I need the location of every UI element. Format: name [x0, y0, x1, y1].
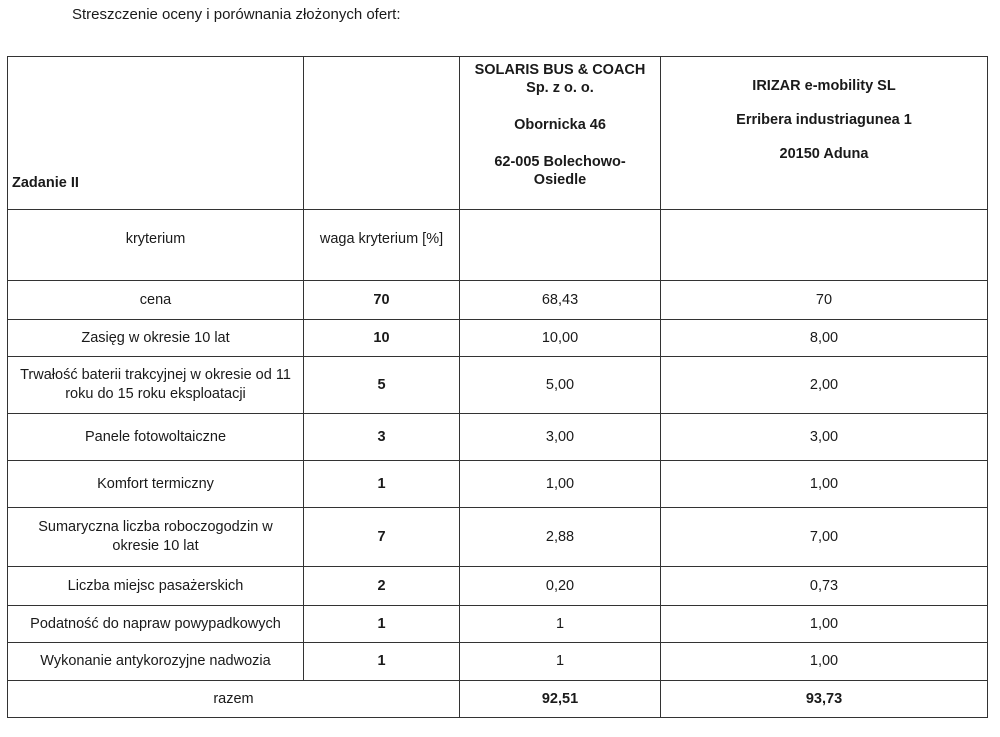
table-row [8, 643, 988, 681]
criterion-cell: Trwałość baterii trakcyjnej w okresie od 11 roku do 15 roku eksploatacji [8, 357, 304, 414]
vendor-irizar-header [661, 57, 988, 210]
task-label: Zadanie II [8, 57, 304, 210]
vendor-solaris-header [460, 57, 661, 210]
table-row [8, 414, 988, 461]
empty-header-cell [460, 210, 661, 281]
criterion-cell: cena [8, 281, 304, 320]
table-row [8, 461, 988, 508]
criterion-column-header: kryterium [8, 210, 304, 281]
table-row [8, 508, 988, 567]
table-row [8, 606, 988, 643]
irizar-score-cell: 70 [661, 281, 988, 320]
offers-comparison-table [7, 56, 988, 718]
irizar-score-cell: 2,00 [661, 357, 988, 414]
solaris-score-cell: 68,43 [460, 281, 661, 320]
weight-cell: 3 [304, 414, 460, 461]
weight-cell: 10 [304, 320, 460, 357]
vendor-solaris-city-line2: Osiedle [533, 172, 587, 188]
solaris-score-cell: 1,00 [460, 461, 661, 508]
page-heading: Streszczenie oceny i porównania złożonych ofert: [72, 6, 401, 23]
criterion-cell: Liczba miejsc pasażerskich [8, 567, 304, 606]
vendor-header-row [8, 57, 988, 210]
irizar-total: 93,73 [661, 681, 988, 718]
irizar-score-cell: 1,00 [661, 643, 988, 681]
table-row [8, 567, 988, 606]
solaris-score-cell: 5,00 [460, 357, 661, 414]
criterion-cell: Zasięg w okresie 10 lat [8, 320, 304, 357]
total-row [8, 681, 988, 718]
column-header-row [8, 210, 988, 281]
vendor-irizar-name: IRIZAR e-mobility SL [752, 78, 896, 94]
criterion-cell: Wykonanie antykorozyjne nadwozia [8, 643, 304, 681]
criterion-cell: Podatność do napraw powypadkowych [8, 606, 304, 643]
vendor-solaris-street: Obornicka 46 [514, 117, 606, 133]
irizar-score-cell: 1,00 [661, 606, 988, 643]
solaris-score-cell: 1 [460, 643, 661, 681]
irizar-score-cell: 8,00 [661, 320, 988, 357]
solaris-total: 92,51 [460, 681, 661, 718]
vendor-solaris-city-line1: 62-005 Bolechowo- [494, 154, 626, 170]
weight-cell: 2 [304, 567, 460, 606]
weight-column-header: waga kryterium [%] [304, 210, 460, 281]
vendor-irizar-street: Erribera industriagunea 1 [736, 112, 912, 128]
irizar-score-cell: 7,00 [661, 508, 988, 567]
criterion-cell: Komfort termiczny [8, 461, 304, 508]
weight-cell: 7 [304, 508, 460, 567]
table-row [8, 281, 988, 320]
solaris-score-cell: 2,88 [460, 508, 661, 567]
weight-cell: 70 [304, 281, 460, 320]
irizar-score-cell: 1,00 [661, 461, 988, 508]
vendor-irizar-city: 20150 Aduna [779, 146, 869, 162]
solaris-score-cell: 0,20 [460, 567, 661, 606]
weight-cell: 1 [304, 643, 460, 681]
total-label: razem [8, 681, 460, 718]
vendor-solaris-name: SOLARIS BUS & COACH [474, 62, 646, 78]
weight-cell: 5 [304, 357, 460, 414]
table-row [8, 320, 988, 357]
irizar-score-cell: 0,73 [661, 567, 988, 606]
weight-cell: 1 [304, 461, 460, 508]
irizar-score-cell: 3,00 [661, 414, 988, 461]
weight-cell: 1 [304, 606, 460, 643]
solaris-score-cell: 3,00 [460, 414, 661, 461]
vendor-solaris-legal-form: Sp. z o. o. [526, 80, 594, 96]
solaris-score-cell: 10,00 [460, 320, 661, 357]
table-row [8, 357, 988, 414]
criterion-cell: Panele fotowoltaiczne [8, 414, 304, 461]
criterion-cell: Sumaryczna liczba roboczogodzin w okresie 10 lat [8, 508, 304, 567]
empty-header-cell [304, 57, 460, 210]
empty-header-cell [661, 210, 988, 281]
solaris-score-cell: 1 [460, 606, 661, 643]
